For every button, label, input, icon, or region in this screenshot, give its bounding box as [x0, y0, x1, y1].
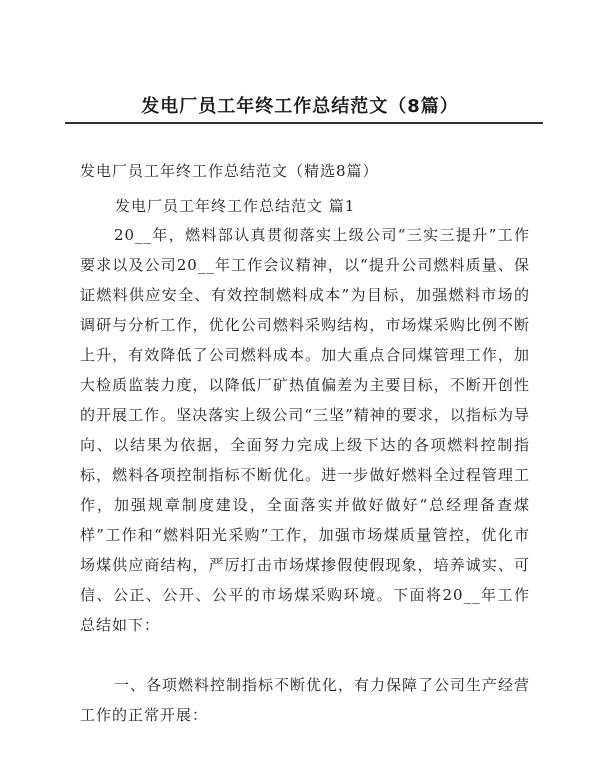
list-item-heading: 一、各项燃料控制指标不断优化，有力保障了公司生产经营工作的正常开展： — [80, 676, 531, 724]
section-heading: 发电厂员工年终工作总结范文 篇1 — [115, 197, 356, 215]
body-paragraph: 20__年，燃料部认真贯彻落实上级公司“三实三提升”工作要求以及公司20__年工作会议精神，以“提升公司燃料质量、保证燃料供应安全、有效控制燃料成本”为目标，加强燃料市场的调研与分析工作，优化公司燃料采购结构，市场煤采购比例不断上升，有效降低了公司燃料成本。加大重点合同煤管理工作，加大检质监装力度，以降低厂矿热值偏差为主要目标，不断开创性的开展工作。坚决落实上级公司“三坚”精神的要求，以指标为导向、以结果为依据，全面努力完成上级下达的各项燃料控制指标，燃料各项控制指标不断优化。进一步做好燃料全过程管理工作，加强规章制度建设，全面落实并做好做好“总经理备查煤样”工作和“燃料阳光采购”工作，加强市场煤质量管控，优化市场煤供应商结构，严厉打击市场煤掺假使假现象，培养诚实、可信、公正、公开、公平的市场煤采购环境。下面将20__年工作总结如下： — [80, 226, 530, 634]
title-underline — [65, 122, 543, 124]
document-subtitle: 发电厂员工年终工作总结范文（精选8篇） — [80, 162, 379, 180]
document-title: 发电厂员工年终工作总结范文（8篇） — [141, 96, 459, 117]
